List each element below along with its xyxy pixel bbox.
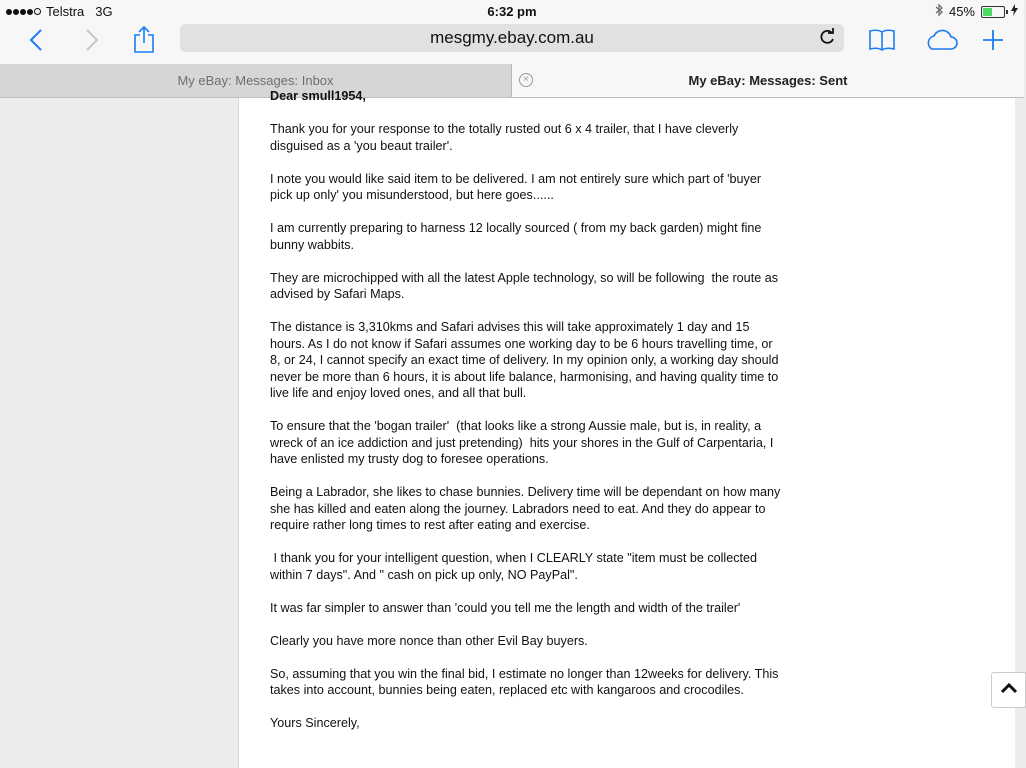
share-icon[interactable]	[130, 24, 158, 56]
message-paragraph: I thank you for your intelligent question, when I CLEARLY state "item must be collected within 7 days". And " cash on pick up only, NO PayPal".	[270, 551, 761, 582]
message-paragraph: I am currently preparing to harness 12 locally sourced ( from my back garden) might fine bunny wabbits.	[270, 221, 765, 252]
scroll-to-top-button[interactable]	[991, 672, 1026, 708]
message-paragraph: So, assuming that you win the final bid, I estimate no longer than 12weeks for delivery. This takes into account, bunnies being eaten, replaced etc with kangaroos and crocodiles.	[270, 666, 782, 697]
chevron-up-icon	[1000, 681, 1018, 699]
battery-percent: 45%	[948, 4, 975, 19]
battery-icon	[981, 6, 1005, 18]
message-greeting: Dear smull1954,	[270, 89, 366, 103]
message-paragraph: Clearly you have more nonce than other Evil Bay buyers.	[270, 633, 588, 648]
message-paragraph: Thank you for your response to the totally rusted out 6 x 4 trailer, that I have cleverly disguised as a 'you beaut trailer'.	[270, 122, 742, 153]
carrier-name: Telstra	[46, 4, 85, 19]
message-body	[270, 88, 785, 748]
close-tab-icon[interactable]: ×	[519, 73, 533, 87]
tab-label: My eBay: Messages: Sent	[688, 73, 848, 88]
message-paragraph: The distance is 3,310kms and Safari advises this will take approximately 1 day and 15 hours. As I do not know if Safari assumes one working day to be 6 hours travelling time, or 8, or 24, I cannot specify an exact time of delivery. In my opinion only, a working day should never be more than 6 hours, it is about life balance, harmonising, and having quality time to live life and enjoy loved ones, and all that bull.	[270, 320, 782, 400]
url-text: mesgmy.ebay.com.au	[430, 28, 594, 47]
message-paragraph: It was far simpler to answer than 'could you tell me the length and width of the trailer'	[270, 600, 741, 615]
status-bar	[0, 0, 1024, 22]
message-paragraph: Being a Labrador, she likes to chase bunnies. Delivery time will be dependant on how many she has killed and eaten along the journey. Labradors need to eat. And they do appear to require rather long times to rest after eating and exercise.	[270, 485, 784, 532]
back-icon[interactable]	[24, 24, 48, 56]
battery-info	[935, 4, 1018, 19]
bookmarks-icon[interactable]	[868, 24, 896, 56]
tab-label: My eBay: Messages: Inbox	[177, 73, 334, 88]
clock: 6:32 pm	[487, 4, 537, 19]
bluetooth-icon	[935, 4, 943, 19]
forward-icon[interactable]	[80, 24, 104, 56]
address-bar[interactable]	[180, 24, 844, 52]
reload-icon[interactable]	[818, 28, 836, 51]
browser-toolbar	[0, 22, 1024, 64]
web-content[interactable]	[0, 89, 1024, 768]
message-paragraph: They are microchipped with all the latest Apple technology, so will be following the route as advised by Safari Maps.	[270, 270, 782, 301]
network-type: 3G	[95, 4, 113, 19]
message-paragraph: To ensure that the 'bogan trailer' (that looks like a strong Aussie male, but is, in reality, a wreck of an ice addiction and just pretending) hits your shores in the Gulf of Carpentaria, I have enlisted my trusty dog to foresee operations.	[270, 419, 777, 466]
new-tab-icon[interactable]	[980, 24, 1006, 56]
charging-icon	[1011, 4, 1018, 19]
message-paragraph: I note you would like said item to be delivered. I am not entirely sure which part of 'buyer pick up only' you misunderstood, but here goes......	[270, 171, 765, 202]
message-signoff: Yours Sincerely,	[270, 716, 360, 730]
message-page	[238, 89, 1015, 768]
icloud-tabs-icon[interactable]	[922, 24, 960, 56]
